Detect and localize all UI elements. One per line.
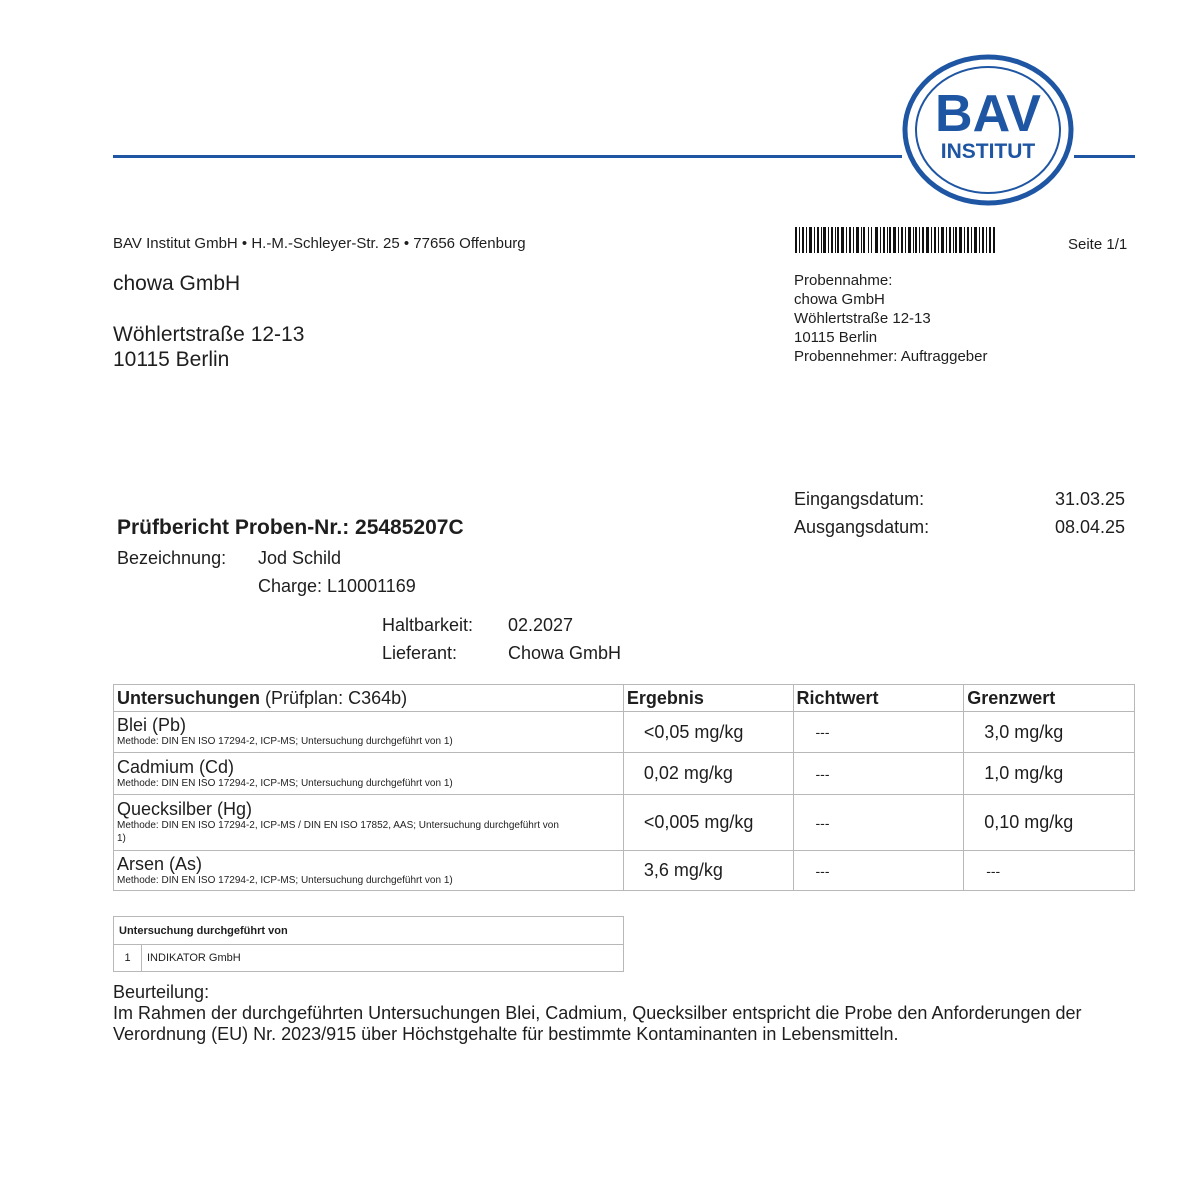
result-value: <0,05 mg/kg [623, 712, 793, 753]
header-result: Ergebnis [623, 685, 793, 712]
sampling-name: chowa GmbH [794, 291, 885, 308]
guide-value: --- [793, 712, 964, 753]
analyte-cell [114, 712, 624, 753]
header-guide: Richtwert [793, 685, 964, 712]
header-analysis [114, 685, 624, 712]
limit-value: 3,0 mg/kg [964, 712, 1135, 753]
analyte-cell [114, 851, 624, 891]
shelf-life-label: Haltbarkeit: [382, 615, 474, 635]
table-row [114, 712, 1135, 753]
lab-table [113, 916, 624, 972]
sender-line: BAV Institut GmbH • H.-M.-Schleyer-Str. 25 • 77656 Offenburg [113, 235, 526, 252]
lab-header-row [114, 917, 624, 945]
shelf-life-value: 02.2027 [508, 615, 574, 635]
result-value: 0,02 mg/kg [623, 753, 793, 795]
batch-value: Charge: L10001169 [258, 576, 416, 596]
guide-value: --- [793, 795, 964, 851]
limit-value: --- [964, 851, 1135, 891]
table-row [114, 851, 1135, 891]
designation-value: Jod Schild [258, 548, 342, 568]
logo-bav-text: BAV [935, 85, 1041, 143]
page-number: Seite 1/1 [1068, 236, 1128, 253]
analyte-method: Methode: DIN EN ISO 17294-2, ICP-MS; Untersuchung durchgeführt von 1) [117, 736, 453, 747]
header-rule-left [113, 155, 902, 158]
recipient-address [113, 322, 304, 372]
analyte-method: Methode: DIN EN ISO 17294-2, ICP-MS; Untersuchung durchgeführt von 1) [117, 777, 453, 789]
logo-institut-text: INSTITUT [940, 140, 1036, 163]
issued-label: Ausgangsdatum: [794, 517, 930, 537]
result-value: <0,005 mg/kg [623, 795, 793, 851]
sampling-street: Wöhlertstraße 12-13 [794, 310, 931, 327]
header-limit: Grenzwert [964, 685, 1135, 712]
analyte-cell [114, 753, 624, 795]
analyte-cell [114, 795, 624, 851]
sampler: Probennehmer: Auftraggeber [794, 348, 988, 365]
limit-value: 1,0 mg/kg [964, 753, 1135, 795]
recipient-street: Wöhlertstraße 12-13 [113, 323, 305, 346]
lab-name: INDIKATOR GmbH [142, 945, 624, 972]
result-value: 3,6 mg/kg [623, 851, 793, 891]
sampling-city: 10115 Berlin [794, 329, 878, 346]
header-plan: (Prüfplan: C364b) [265, 687, 408, 708]
issued-date: 08.04.25 [1055, 517, 1126, 537]
analyte-method: Methode: DIN EN ISO 17294-2, ICP-MS; Untersuchung durchgeführt von 1) [117, 874, 453, 886]
assessment-text: Im Rahmen der durchgeführten Untersuchungen Blei, Cadmium, Quecksilber entspricht die Probe den Anforderungen der Verordnung (EU) Nr. 2023/915 über Höchstgehalte für bestimmte Kontaminanten in Lebensmitteln. [113, 1003, 1082, 1044]
header-analysis-label: Untersuchungen [117, 687, 261, 708]
guide-value: --- [793, 851, 964, 891]
supplier-label: Lieferant: [382, 643, 458, 663]
lab-number: 1 [114, 945, 142, 972]
recipient-city: 10115 Berlin [113, 348, 230, 371]
analyte-method: Methode: DIN EN ISO 17294-2, ICP-MS / DIN EN ISO 17852, AAS; Untersuchung durchgeführt von 1) [117, 820, 559, 844]
barcode [795, 227, 995, 253]
analyte-name: Blei (Pb) [117, 715, 187, 735]
table-row [114, 945, 624, 972]
limit-value: 0,10 mg/kg [964, 795, 1135, 851]
sampling-label: Probennahme: [794, 272, 893, 289]
bav-institut-logo [902, 54, 1074, 206]
guide-value: --- [793, 753, 964, 795]
sampling-info [794, 271, 987, 366]
recipient-name: chowa GmbH [113, 272, 241, 295]
report-title: Prüfbericht Proben-Nr.: 25485207C [117, 516, 464, 539]
header-rule-right [1074, 155, 1135, 158]
table-row [114, 753, 1135, 795]
analyte-name: Cadmium (Cd) [117, 756, 235, 777]
lab-header: Untersuchung durchgeführt von [114, 917, 624, 945]
analyte-name: Quecksilber (Hg) [117, 799, 253, 819]
results-table [113, 684, 1135, 891]
received-date: 31.03.25 [1055, 489, 1126, 509]
designation-label: Bezeichnung: [117, 548, 227, 568]
results-header-row [114, 685, 1135, 712]
assessment-label: Beurteilung: [113, 982, 210, 1002]
analyte-name: Arsen (As) [117, 853, 203, 874]
received-label: Eingangsdatum: [794, 489, 925, 509]
supplier-value: Chowa GmbH [508, 643, 622, 663]
table-row [114, 795, 1135, 851]
